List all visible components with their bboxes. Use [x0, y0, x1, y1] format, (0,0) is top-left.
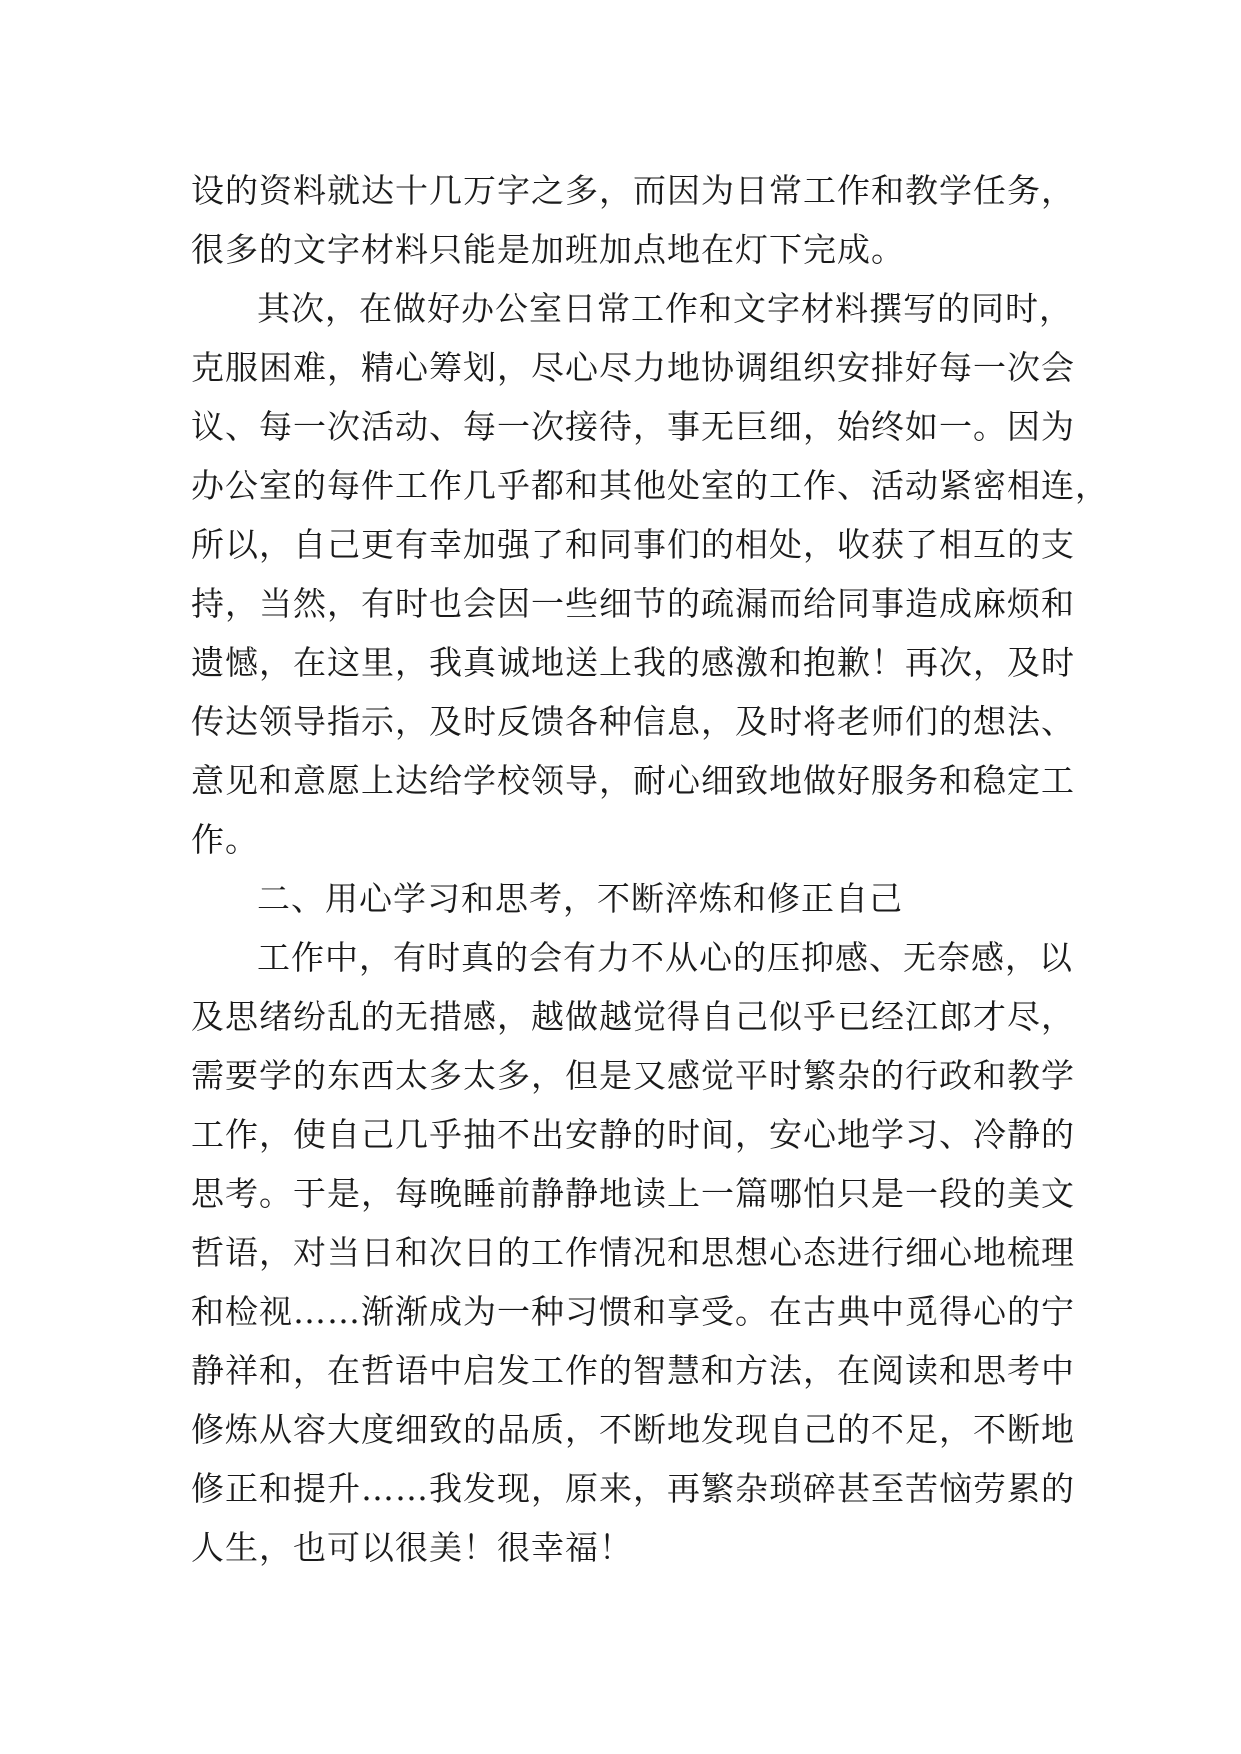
text-line: 设的资料就达十几万字之多，而因为日常工作和教学任务，	[191, 171, 1075, 210]
text-line: 议、每一次活动、每一次接待，事无巨细，始终如一。因为	[191, 407, 1075, 446]
text-line: 和检视……渐渐成为一种习惯和享受。在古典中觅得心的宁	[191, 1292, 1075, 1331]
paragraph-start-line: 其次，在做好办公室日常工作和文字材料撰写的同时，	[257, 289, 1073, 328]
text-line: 工作，使自己几乎抽不出安静的时间，安心地学习、冷静的	[191, 1115, 1075, 1154]
text-line: 人生，也可以很美！很幸福！	[191, 1528, 633, 1567]
paragraph-start-line: 工作中，有时真的会有力不从心的压抑感、无奈感，以	[257, 938, 1073, 977]
text-line: 需要学的东西太多太多，但是又感觉平时繁杂的行政和教学	[191, 1056, 1075, 1095]
text-line: 作。	[191, 820, 259, 859]
document-body	[191, 161, 1109, 1577]
text-line: 静祥和，在哲语中启发工作的智慧和方法，在阅读和思考中	[191, 1351, 1075, 1390]
text-line: 思考。于是，每晚睡前静静地读上一篇哪怕只是一段的美文	[191, 1174, 1075, 1213]
text-line: 传达领导指示，及时反馈各种信息，及时将老师们的想法、	[191, 702, 1075, 741]
text-line: 办公室的每件工作几乎都和其他处室的工作、活动紧密相连，	[191, 466, 1109, 505]
text-line: 很多的文字材料只能是加班加点地在灯下完成。	[191, 230, 905, 269]
text-line: 意见和意愿上达给学校领导，耐心细致地做好服务和稳定工	[191, 761, 1075, 800]
text-line: 哲语，对当日和次日的工作情况和思想心态进行细心地梳理	[191, 1233, 1075, 1272]
text-line: 遗憾，在这里，我真诚地送上我的感激和抱歉！再次，及时	[191, 643, 1075, 682]
section-heading: 二、用心学习和思考，不断淬炼和修正自己	[257, 879, 903, 918]
text-line: 修炼从容大度细致的品质，不断地发现自己的不足，不断地	[191, 1410, 1075, 1449]
text-line: 及思绪纷乱的无措感，越做越觉得自己似乎已经江郎才尽，	[191, 997, 1075, 1036]
text-line: 修正和提升……我发现，原来，再繁杂琐碎甚至苦恼劳累的	[191, 1469, 1075, 1508]
text-line: 所以，自己更有幸加强了和同事们的相处，收获了相互的支	[191, 525, 1075, 564]
text-line: 持，当然，有时也会因一些细节的疏漏而给同事造成麻烦和	[191, 584, 1075, 623]
text-line: 克服困难，精心筹划，尽心尽力地协调组织安排好每一次会	[191, 348, 1075, 387]
